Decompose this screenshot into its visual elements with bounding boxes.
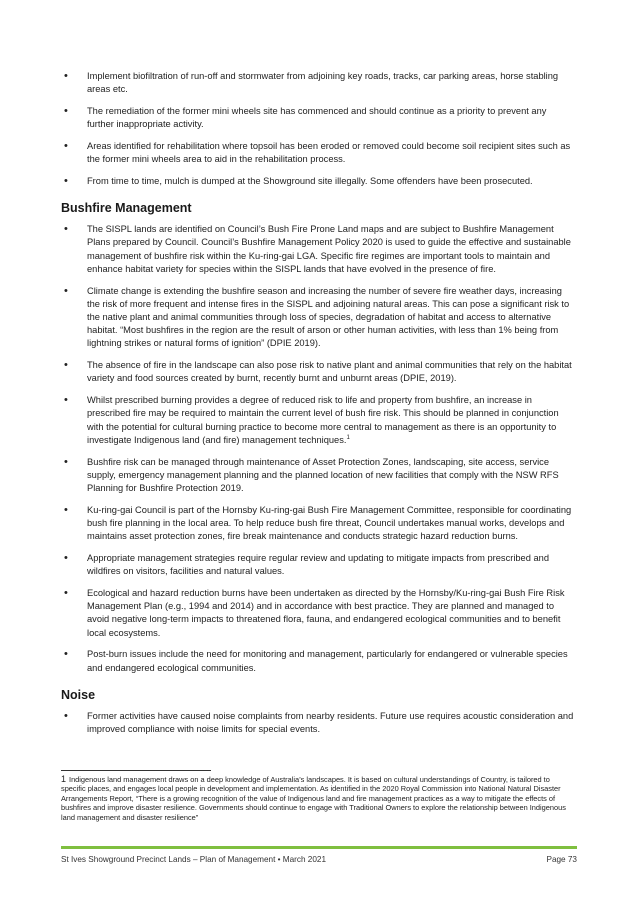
list-item: • Areas identified for rehabilitation where topsoil has been eroded or removed could become soil recipient sites such as the former mini wheels area to aid in the rehabilitation process. bbox=[61, 140, 575, 166]
list-item: • Climate change is extending the bushfire season and increasing the number of severe fire weather days, increasing the risk of more frequent and intense fires in the SISPL and adjoining natural areas. This can pose a significant risk to the native plant and animal communities through loss of species, degradation of habitat and access to alternative habitat. “Most bushfires in the region are the result of arson or other human activities, with less than 1% being from lightning strikes or natural forms of ignition” (DPIE 2019). bbox=[61, 285, 575, 351]
bushfire-list bbox=[61, 223, 575, 675]
list-item-text: Whilst prescribed burning provides a degree of reduced risk to life and property from bushfire, an increase in prescribed fire may be required to maintain the current level of bush fire risk. This should be planned in conjunction with the potential for cultural burning practice to become more central to management as there is an opportunity to investigate Indigenous land (and fire) management techniques. bbox=[87, 395, 559, 445]
list-item: • Post-burn issues include the need for monitoring and management, particularly for endangered or vulnerable species and endangered ecological communities. bbox=[61, 648, 575, 674]
footnote-divider bbox=[61, 770, 211, 771]
list-item: • Appropriate management strategies require regular review and updating to mitigate impacts from prescribed and wildfires on visitors, facilities and natural values. bbox=[61, 552, 575, 578]
footer-divider bbox=[61, 846, 577, 849]
page-content bbox=[61, 70, 575, 745]
list-item: • Implement biofiltration of run-off and stormwater from adjoining key roads, tracks, car parking areas, horse stabling areas etc. bbox=[61, 70, 575, 96]
list-item: • Ecological and hazard reduction burns have been undertaken as directed by the Hornsby/Ku-ring-gai Bush Fire Risk Management Plan (e.g., 1994 and 2014) and in accordance with best practice. They are planned and managed to avoid negative long-term impacts to threatened flora, fauna, and endangered ecological communities and to benefit local ecosystems. bbox=[61, 587, 575, 640]
list-item bbox=[61, 394, 575, 447]
list-item: • Bushfire risk can be managed through maintenance of Asset Protection Zones, landscaping, site access, service supply, emergency management planning and the planned location of new facilities that comply with the NSW RFS Planning for Bushfire Protection 2019. bbox=[61, 456, 575, 496]
list-item: • The SISPL lands are identified on Council’s Bush Fire Prone Land maps and are subject to Bushfire Management Plans prepared by Council. Council’s Bushfire Management Policy 2020 is used to guide the effective and sustainable management of bushfire risk within the Ku-ring-gai LGA. Specific fire regimes are important tools to maintain and enhance habitat variety for species within the SISPL lands that have evolved in the presence of fire. bbox=[61, 223, 575, 276]
page-footer bbox=[61, 855, 577, 864]
section-heading-bushfire: Bushfire Management bbox=[61, 201, 192, 216]
list-item: • The absence of fire in the landscape can also pose risk to native plant and animal communities that rely on the habitat variety and food sources created by burnt, recently burnt and unburnt areas (DPIE, 2019). bbox=[61, 359, 575, 385]
footnote-text: Indigenous land management draws on a deep knowledge of Australia’s landscapes. It is based on cultural understandings of Country, is tailored to specific places, and engages local people in development and implementation. As identified in the 2020 Royal Commission into National Natural Disaster Arrangements Report, “There is a growing recognition of the value of Indigenous land and fire management practices as a way to mitigate the effects of bushfires and improve disaster resilience. Governments should continue to engage with Traditional Owners to explore the relationship between Indigenous land management and disaster resilience” bbox=[61, 775, 566, 822]
footnote bbox=[61, 775, 575, 822]
list-item: • From time to time, mulch is dumped at the Showground site illegally. Some offenders have been prosecuted. bbox=[61, 175, 575, 188]
footnote-number: 1 bbox=[61, 774, 67, 784]
section-heading-noise: Noise bbox=[61, 687, 96, 702]
noise-list bbox=[61, 710, 575, 736]
page-number: Page 73 bbox=[546, 855, 577, 864]
footer-title: St Ives Showground Precinct Lands – Plan of Management • March 2021 bbox=[61, 855, 327, 864]
footnote-reference[interactable]: 1 bbox=[346, 434, 350, 441]
list-item: • Ku-ring-gai Council is part of the Hornsby Ku-ring-gai Bush Fire Management Committee, responsible for coordinating bush fire planning in the local area. To help reduce bush fire threat, Council undertakes manual works, develops and maintains asset protection zones, fire break maintenance and conducts strategic hazard reduction burns. bbox=[61, 504, 575, 544]
intro-list bbox=[61, 70, 575, 188]
list-item: • Former activities have caused noise complaints from nearby residents. Future use requires acoustic consideration and improved compliance with noise limits for special events. bbox=[61, 710, 575, 736]
list-item: • The remediation of the former mini wheels site has commenced and should continue as a priority to prevent any further inappropriate activity. bbox=[61, 105, 575, 131]
